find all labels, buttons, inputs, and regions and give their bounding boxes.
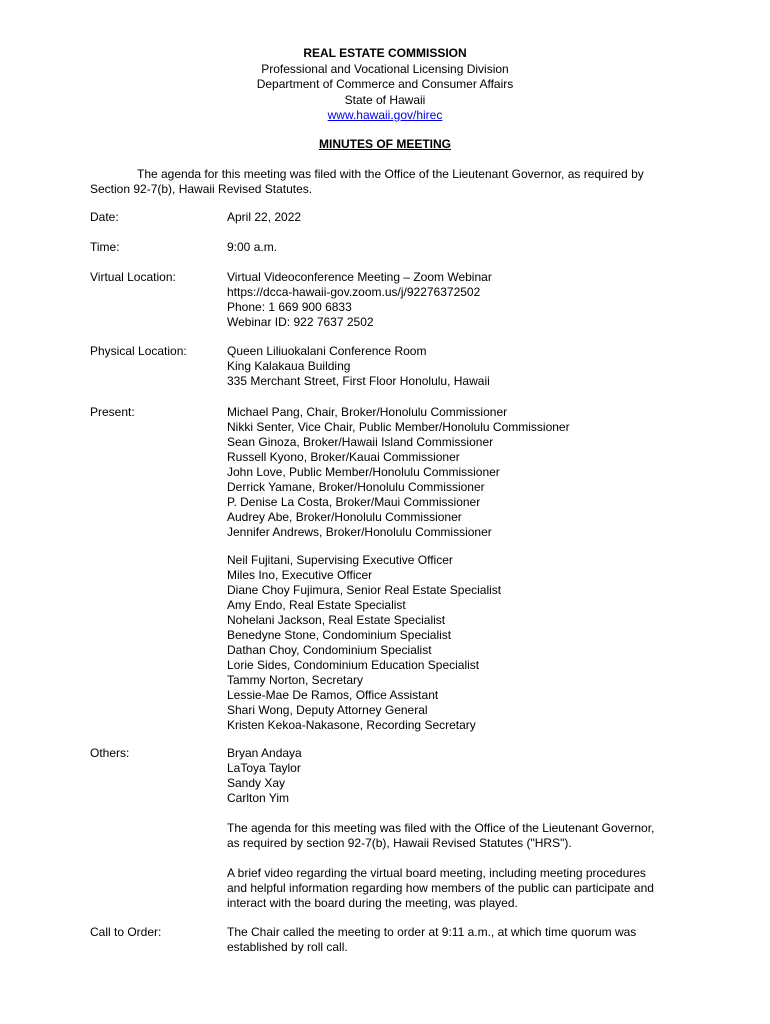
date-value: April 22, 2022 [227,210,302,224]
staff-item: Lorie Sides, Condominium Education Specialist [227,658,480,672]
staff-list [227,553,690,733]
call-to-order-label: Call to Order: [90,925,162,939]
virtual-location-value [227,270,690,330]
others-label: Others: [90,746,130,760]
minutes-heading: MINUTES OF MEETING [319,137,451,151]
staff-item: Neil Fujitani, Supervising Executive Officer [227,553,453,567]
physical-location-line: Queen Liliuokalani Conference Room [227,344,427,358]
date-label: Date: [90,210,119,224]
others-list [227,746,690,806]
staff-item: Nohelani Jackson, Real Estate Specialist [227,613,446,627]
department-name: Department of Commerce and Consumer Affairs [256,77,514,91]
intro-line: The agenda for this meeting was filed with the Office of the Lieutenant Governor, as required by [137,167,644,181]
commission-title: REAL ESTATE COMMISSION [303,46,467,60]
physical-location-line: 335 Merchant Street, First Floor Honolulu, Hawaii [227,374,490,388]
document-header [0,46,770,124]
physical-location-line: King Kalakaua Building [227,359,351,373]
staff-item: Kristen Kekoa-Nakasone, Recording Secretary [227,718,476,732]
staff-item: Miles Ino, Executive Officer [227,568,373,582]
time-value: 9:00 a.m. [227,240,278,254]
commissioner-item: Derrick Yamane, Broker/Honolulu Commissioner [227,480,485,494]
other-attendee: Sandy Xay [227,776,286,790]
virtual-location-line: Phone: 1 669 900 6833 [227,300,352,314]
intro-paragraph [90,167,690,197]
call-to-order-line: The Chair called the meeting to order at 9:11 a.m., at which time quorum was [227,925,637,939]
virtual-location-line: Virtual Videoconference Meeting – Zoom Webinar [227,270,492,284]
video-note-line: and helpful information regarding how members of the public can participate and [227,881,654,895]
zoom-url: https://dcca-hawaii-gov.zoom.us/j/92276372502 [227,285,481,299]
state-name: State of Hawaii [344,92,426,107]
staff-item: Tammy Norton, Secretary [227,673,364,687]
agenda-note [227,821,692,851]
commissioner-item: Russell Kyono, Broker/Kauai Commissioner [227,450,460,464]
commissioner-item: Nikki Senter, Vice Chair, Public Member/Honolulu Commissioner [227,420,570,434]
agenda-note-line: as required by section 92-7(b), Hawaii Revised Statutes ("HRS"). [227,836,572,850]
commissioner-item: P. Denise La Costa, Broker/Maui Commissioner [227,495,481,509]
present-list [227,405,690,540]
commissioner-item: John Love, Public Member/Honolulu Commissioner [227,465,500,479]
staff-item: Amy Endo, Real Estate Specialist [227,598,406,612]
commissioner-item: Audrey Abe, Broker/Honolulu Commissioner [227,510,462,524]
commissioner-item: Jennifer Andrews, Broker/Honolulu Commissioner [227,525,492,539]
virtual-location-label: Virtual Location: [90,270,176,284]
agenda-note-line: The agenda for this meeting was filed with the Office of the Lieutenant Governor, [227,821,655,835]
other-attendee: Carlton Yim [227,791,290,805]
commissioner-item: Michael Pang, Chair, Broker/Honolulu Commissioner [227,405,508,419]
staff-item: Lessie-Mae De Ramos, Office Assistant [227,688,439,702]
intro-line: Section 92-7(b), Hawaii Revised Statutes. [90,182,313,196]
staff-item: Benedyne Stone, Condominium Specialist [227,628,452,642]
staff-item: Diane Choy Fujimura, Senior Real Estate Specialist [227,583,502,597]
other-attendee: LaToya Taylor [227,761,301,775]
staff-item: Shari Wong, Deputy Attorney General [227,703,428,717]
division-name: Professional and Vocational Licensing Division [261,61,509,76]
virtual-location-line: Webinar ID: 922 7637 2502 [227,315,374,329]
website-link[interactable]: www.hawaii.gov/hirec [327,108,443,122]
staff-item: Dathan Choy, Condominium Specialist [227,643,432,657]
video-note [227,866,692,911]
video-note-line: A brief video regarding the virtual board meeting, including meeting procedures [227,866,646,880]
call-to-order-line: established by roll call. [227,940,348,954]
physical-location-label: Physical Location: [90,344,187,358]
physical-location-value [227,344,690,389]
time-label: Time: [90,240,120,254]
other-attendee: Bryan Andaya [227,746,302,760]
video-note-line: interact with the board during the meeting, was played. [227,896,518,910]
call-to-order-text [227,925,690,955]
commissioner-item: Sean Ginoza, Broker/Hawaii Island Commissioner [227,435,494,449]
present-label: Present: [90,405,135,419]
